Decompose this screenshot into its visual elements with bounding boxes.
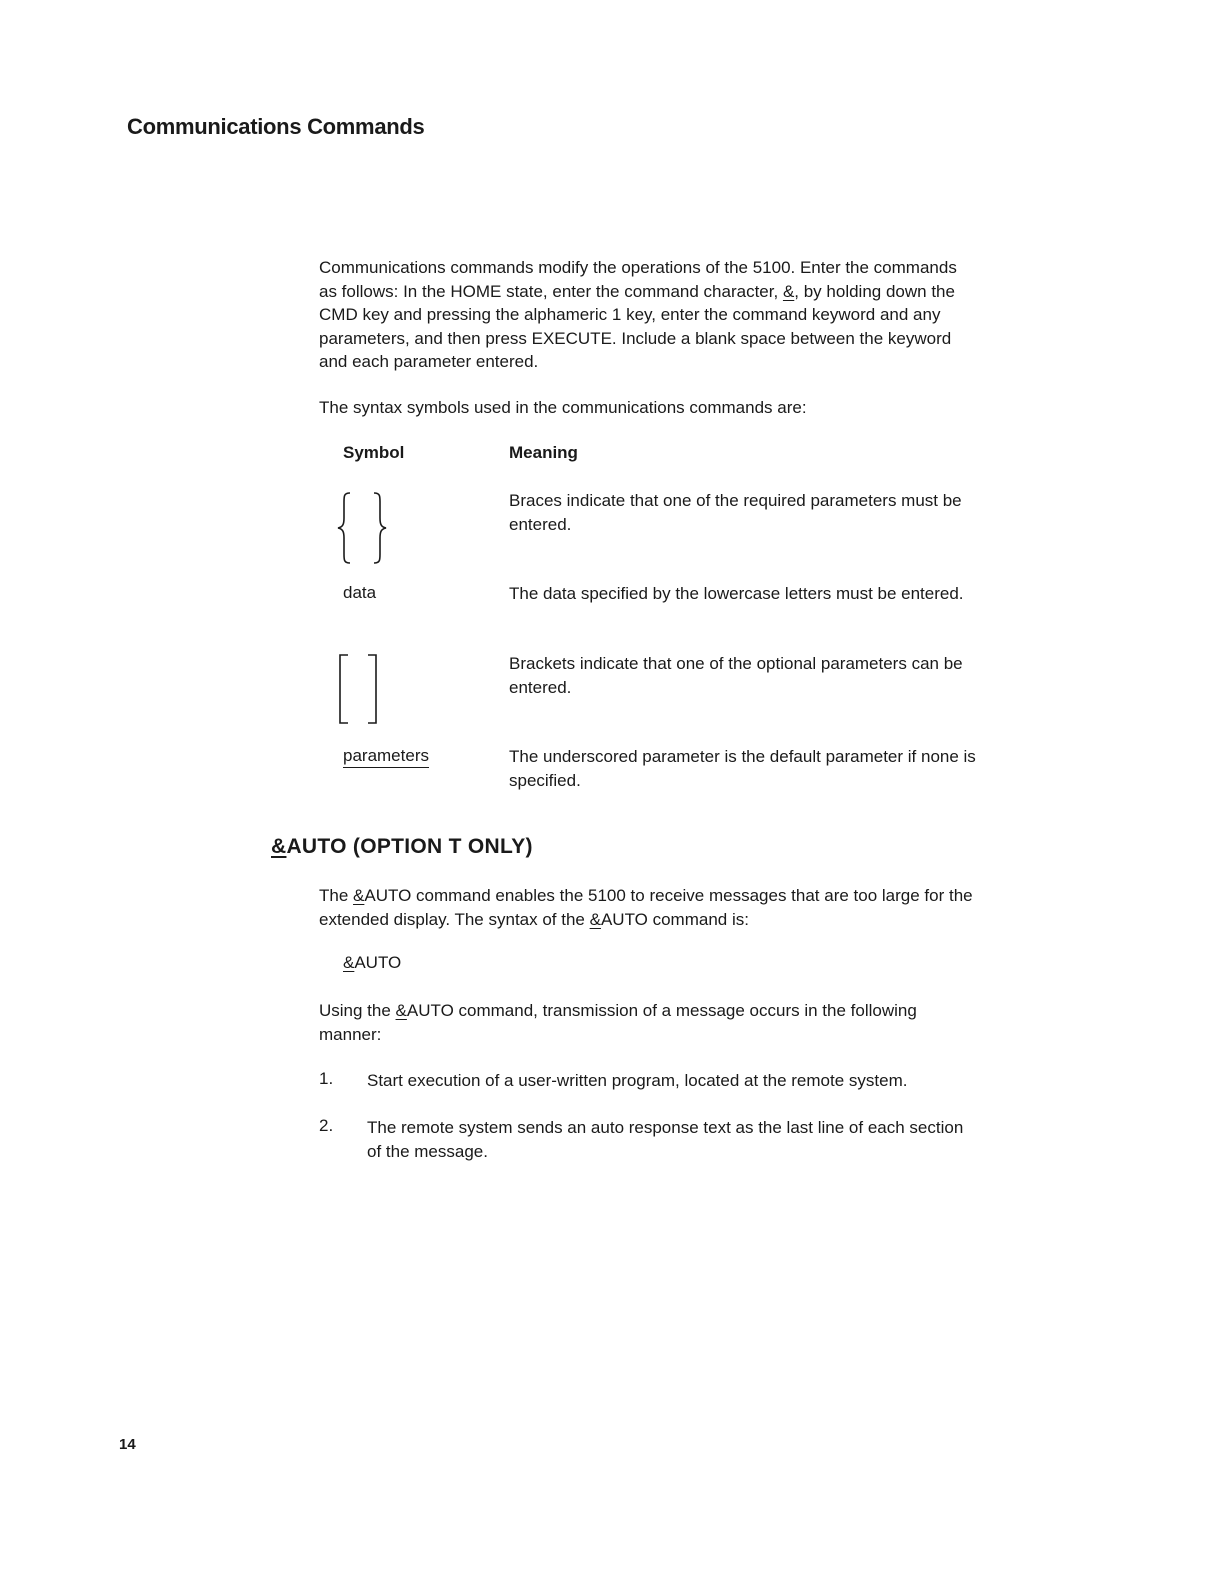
data-symbol: data [343,583,377,602]
step-text: Start execution of a user-written program, located at the remote system. [367,1071,908,1090]
auto-desc-a: The [319,886,354,905]
command-character: & [782,281,795,301]
intro-text-a: Communications commands modify the operations of the 5100. Enter the commands as follows: In the HOME state, enter the command character, [319,258,957,301]
parameters-symbol-text: parameters [343,746,429,768]
braces-icon [336,490,388,566]
brackets-meaning: Brackets indicate that one of the optional parameters can be entered. [509,654,963,697]
meaning-column-header: Meaning [509,443,578,462]
auto-usage-paragraph [319,999,979,1046]
auto-desc-amp2: & [589,909,601,929]
braces-meaning: Braces indicate that one of the required parameters must be entered. [509,491,962,534]
step-number: 2. [319,1116,334,1135]
step-text: The remote system sends an auto response text as the last line of each section of the message. [367,1118,964,1161]
page-number: 14 [119,1436,136,1453]
parameters-symbol [343,746,429,768]
parameters-meaning: The underscored parameter is the default parameter if none is specified. [509,747,976,790]
syntax-amp: & [343,953,355,972]
usage-text-a: Using the [319,1001,396,1020]
section-title: Communications Commands [127,114,425,139]
data-meaning: The data specified by the lowercase letters must be entered. [509,584,964,603]
brackets-icon [336,652,384,726]
step-number: 1. [319,1069,334,1088]
syntax-keyword: AUTO [354,953,402,972]
auto-section-title [271,835,533,859]
intro-paragraph [319,256,959,374]
auto-description [319,884,979,931]
usage-text-b: AUTO command, transmission of a message occurs in the following manner: [319,1001,917,1044]
auto-title-amp: & [271,835,287,858]
auto-title-text: AUTO (OPTION T ONLY) [286,835,533,858]
symbol-column-header: Symbol [343,443,405,462]
syntax-intro-paragraph: The syntax symbols used in the communications commands are: [319,398,807,417]
auto-syntax [343,953,401,973]
usage-amp: & [395,1001,407,1020]
auto-desc-amp: & [353,886,365,905]
auto-desc-c: AUTO command is: [600,909,749,929]
intro-text-b: , by holding down the CMD key and pressing the alphameric 1 key, enter the command keyword and any parameters, and then press EXECUTE. Include a blank space between the keyword and each parameter entered. [319,281,955,371]
auto-desc-b: AUTO command enables the 5100 to receive messages that are too large for the extended display. The syntax of the [319,886,973,929]
